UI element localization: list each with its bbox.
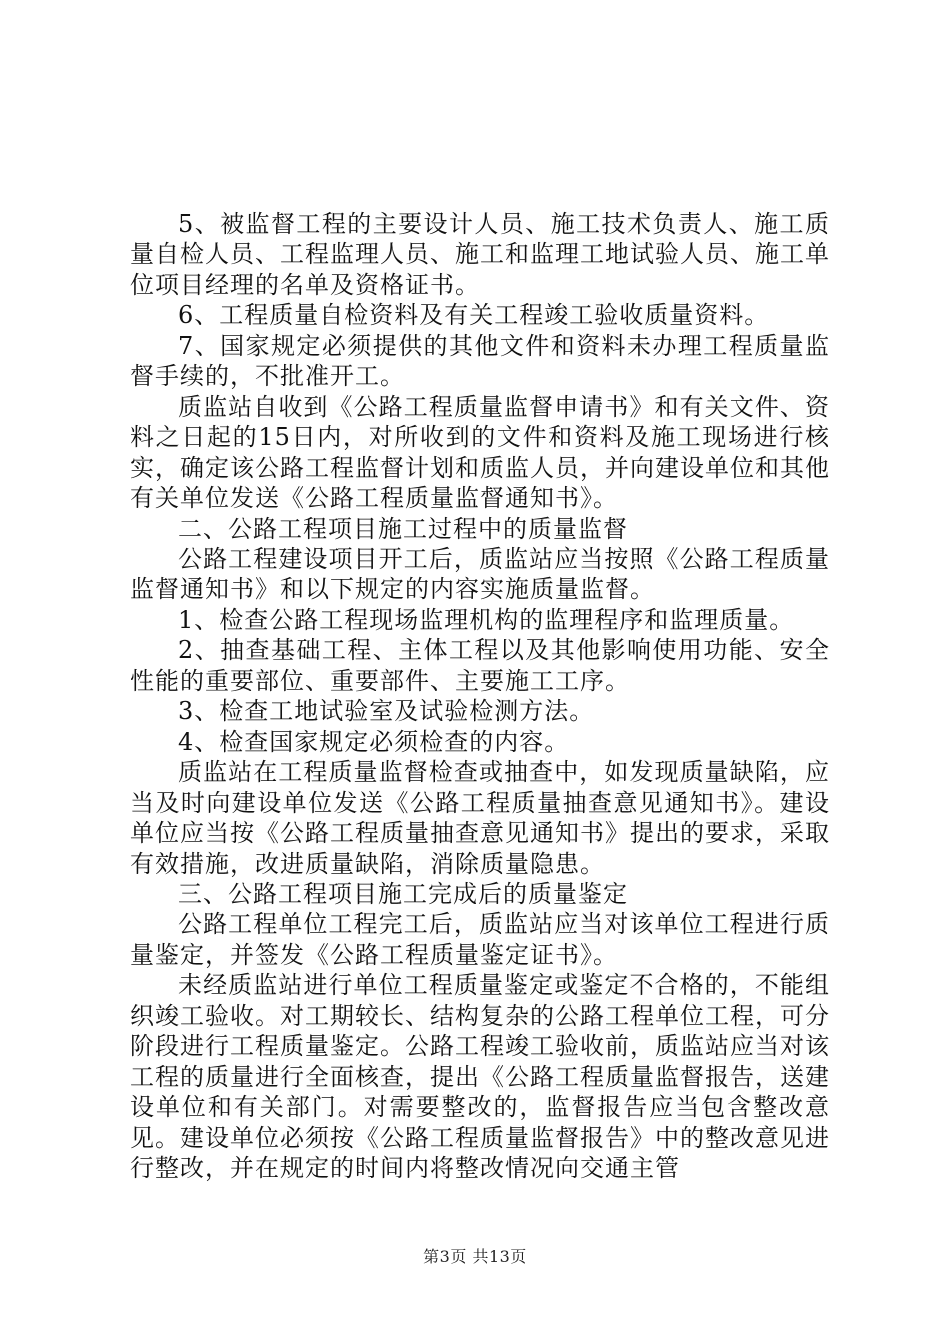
section-heading-2: 二、公路工程项目施工过程中的质量监督 bbox=[178, 514, 628, 543]
paragraph-check-4: 4、检查国家规定必须检查的内容。 bbox=[178, 727, 570, 756]
paragraph-item-7: 7、国家规定必须提供的其他文件和资料未办理工程质量监督手续的，不批准开工。 bbox=[130, 331, 830, 391]
paragraph-supervision-intro: 公路工程建设项目开工后，质监站应当按照《公路工程质量监督通知书》和以下规定的内容实施质量监督。 bbox=[130, 544, 830, 604]
page-footer: 第3页 共13页 bbox=[423, 1247, 527, 1266]
paragraph-check-2: 2、抽查基础工程、主体工程以及其他影响使用功能、安全性能的重要部位、重要部件、主要施工工序。 bbox=[130, 636, 830, 695]
paragraph-check-1: 1、检查公路工程现场监理机构的监理程序和监理质量。 bbox=[178, 605, 795, 634]
paragraph-item-6: 6、工程质量自检资料及有关工程竣工验收质量资料。 bbox=[178, 301, 770, 330]
paragraph-acceptance-report: 未经质监站进行单位工程质量鉴定或鉴定不合格的，不能组织竣工验收。对工期较长、结构复杂的公路工程单位工程，可分阶段进行工程质量鉴定。公路工程竣工验收前，质监站应当对该工程的质量进行全面核查，提出《公路工程质量监督报告，送建设单位和有关部门。对需要整改的，监督报告应当包含整改意见。建设单位必须按《公路工程质量监督报告》中的整改意见进行整改，并在规定的时间内将整改情况向交通主管 bbox=[130, 971, 830, 1183]
paragraph-defect-notice: 质监站在工程质量监督检查或抽查中，如发现质量缺陷，应当及时向建设单位发送《公路工程质量抽查意见通知书》。建设单位应当按《公路工程质量抽查意见通知书》提出的要求，采取有效措施，改进质量缺陷，消除质量隐患。 bbox=[130, 758, 830, 878]
section-heading-3: 三、公路工程项目施工完成后的质量鉴定 bbox=[178, 879, 628, 908]
paragraph-check-3: 3、检查工地试验室及试验检测方法。 bbox=[178, 697, 595, 726]
paragraph-item-5: 5、被监督工程的主要设计人员、施工技术负责人、施工质量自检人员、工程监理人员、施工和监理工地试验人员、施工单位项目经理的名单及资格证书。 bbox=[130, 210, 830, 299]
document-body bbox=[130, 209, 830, 1184]
paragraph-application-review: 质监站自收到《公路工程质量监督申请书》和有关文件、资料之日起的15日内，对所收到的文件和资料及施工现场进行核实，确定该公路工程监督计划和质监人员，并向建设单位和其他有关单位发送《公路工程质量监督通知书》。 bbox=[130, 392, 830, 513]
paragraph-appraisal-certificate: 公路工程单位工程完工后，质监站应当对该单位工程进行质量鉴定，并签发《公路工程质量鉴定证书》。 bbox=[130, 910, 830, 969]
